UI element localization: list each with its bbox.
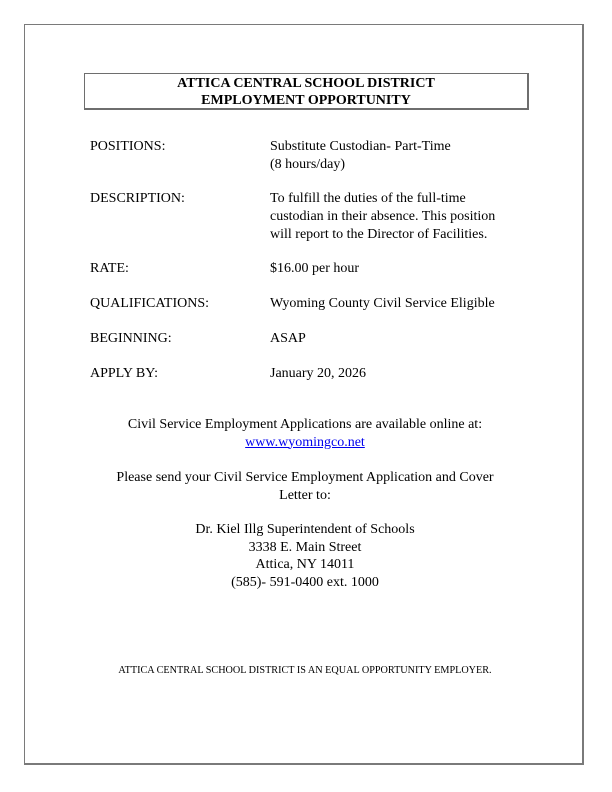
send-instructions bbox=[24, 469, 586, 504]
address-line: Dr. Kiel Illg Superintendent of Schools bbox=[195, 522, 415, 537]
field-value: $16.00 per hour bbox=[270, 261, 360, 276]
page-border bbox=[24, 24, 584, 765]
field-label: RATE: bbox=[90, 261, 129, 276]
field-label: BEGINNING: bbox=[90, 331, 172, 346]
send-line-1: Please send your Civil Service Employment Application and Cover bbox=[116, 470, 494, 485]
address-line: Attica, NY 14011 bbox=[255, 557, 355, 572]
equal-opportunity-statement: ATTICA CENTRAL SCHOOL DISTRICT IS AN EQUAL OPPORTUNITY EMPLOYER. bbox=[118, 665, 492, 676]
title-line-1: ATTICA CENTRAL SCHOOL DISTRICT bbox=[177, 76, 435, 91]
field-value: ASAP bbox=[270, 331, 306, 346]
field-value bbox=[270, 190, 540, 244]
field-value bbox=[270, 138, 540, 174]
field-label: DESCRIPTION: bbox=[90, 191, 185, 206]
website-link[interactable]: www.wyomingco.net bbox=[245, 434, 365, 450]
title-line-2: EMPLOYMENT OPPORTUNITY bbox=[201, 93, 411, 108]
field-label: POSITIONS: bbox=[90, 139, 166, 154]
value-line: (8 hours/day) bbox=[270, 157, 346, 172]
title-box bbox=[84, 73, 529, 110]
value-line: custodian in their absence. This position bbox=[270, 209, 496, 224]
mailing-address bbox=[24, 521, 586, 591]
field-label: QUALIFICATIONS: bbox=[90, 296, 209, 311]
field-value: January 20, 2026 bbox=[270, 366, 367, 381]
field-value: Wyoming County Civil Service Eligible bbox=[270, 296, 495, 311]
field-label: APPLY BY: bbox=[90, 366, 158, 381]
address-line: 3338 E. Main Street bbox=[248, 539, 362, 555]
value-line: To fulfill the duties of the full-time bbox=[270, 191, 466, 206]
applications-notice bbox=[24, 416, 586, 451]
address-line: (585)- 591-0400 ext. 1000 bbox=[231, 574, 379, 590]
applications-text: Civil Service Employment Applications are available online at: bbox=[127, 417, 483, 432]
value-line: will report to the Director of Facilities. bbox=[270, 227, 488, 242]
value-line: Substitute Custodian- Part-Time bbox=[270, 139, 451, 154]
send-line-2: Letter to: bbox=[279, 487, 331, 503]
